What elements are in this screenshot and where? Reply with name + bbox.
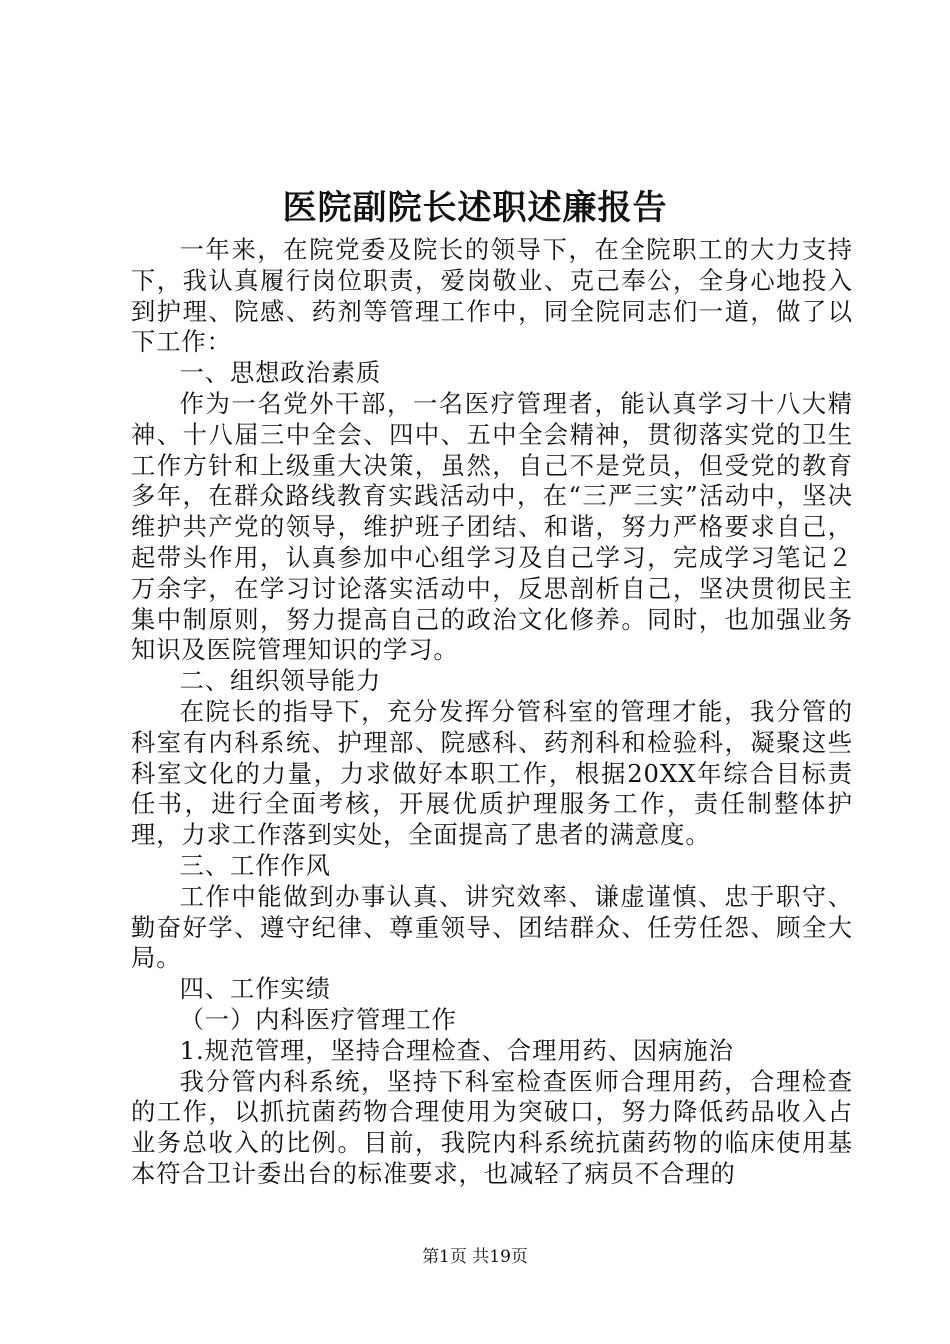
document-title: 医院副院长述职述廉报告 (282, 188, 668, 228)
paragraph-internal-medicine: 我分管内科系统，坚持下科室检查医师合理用药，合理检查的工作，以抓抗菌药物合理使用为突破口，努力降低药品收入占业务总收入的比例。目前，我院内科系统抗菌药物的临床使用基本符合卫计委出台的标准要求，也减轻了病员不合理的 (131, 1066, 853, 1188)
document-body (131, 235, 853, 1190)
section-heading-3: 三、工作作风 (179, 850, 331, 880)
paragraph-political: 作为一名党外干部，一名医疗管理者，能认真学习十八大精神、十八届三中全会、四中、五中全会精神，贯彻落实党的卫生工作方针和上级重大决策，虽然，自己不是党员，但受党的教育多年，在群众路线教育实践活动中，在“三严三实”活动中，坚决维护共产党的领导，维护班子团结、和谐，努力严格要求自己，起带头作用，认真参加中心组学习及自己学习，完成学习笔记２万余字，在学习讨论落实活动中，反思剖析自己，坚决贯彻民主集中制原则，努力提高自己的政治文化修养。同时，也加强业务知识及医院管理知识的学习。 (131, 388, 853, 665)
section-heading-4: 四、工作实绩 (179, 974, 331, 1004)
page-footer: 第1页 共19页 (422, 1247, 528, 1267)
section-heading-1: 一、思想政治素质 (179, 358, 382, 388)
section-heading-2: 二、组织领导能力 (179, 666, 382, 696)
paragraph-intro: 一年来，在院党委及院长的领导下，在全院职工的大力支持下，我认真履行岗位职责，爱岗敬业、克己奉公，全身心地投入到护理、院感、药剂等管理工作中，同全院同志们一道，做了以下工作： (131, 235, 853, 357)
paragraph-leadership: 在院长的指导下，充分发挥分管科室的管理才能，我分管的科室有内科系统、护理部、院感科、药剂科和检验科，凝聚这些科室文化的力量，力求做好本职工作，根据20XX年综合目标责任书，进行全面考核，开展优质护理服务工作，责任制整体护理，力求工作落到实处，全面提高了患者的满意度。 (131, 696, 853, 850)
item-heading-1: 1.规范管理，坚持合理检查、合理用药、因病施治 (179, 1035, 734, 1065)
paragraph-work-style: 工作中能做到办事认真、讲究效率、谦虚谨慎、忠于职守、勤奋好学、遵守纪律、尊重领导、团结群众、任劳任怨、顾全大局。 (131, 881, 853, 973)
subsection-heading-1: （一）内科医疗管理工作 (179, 1004, 457, 1034)
